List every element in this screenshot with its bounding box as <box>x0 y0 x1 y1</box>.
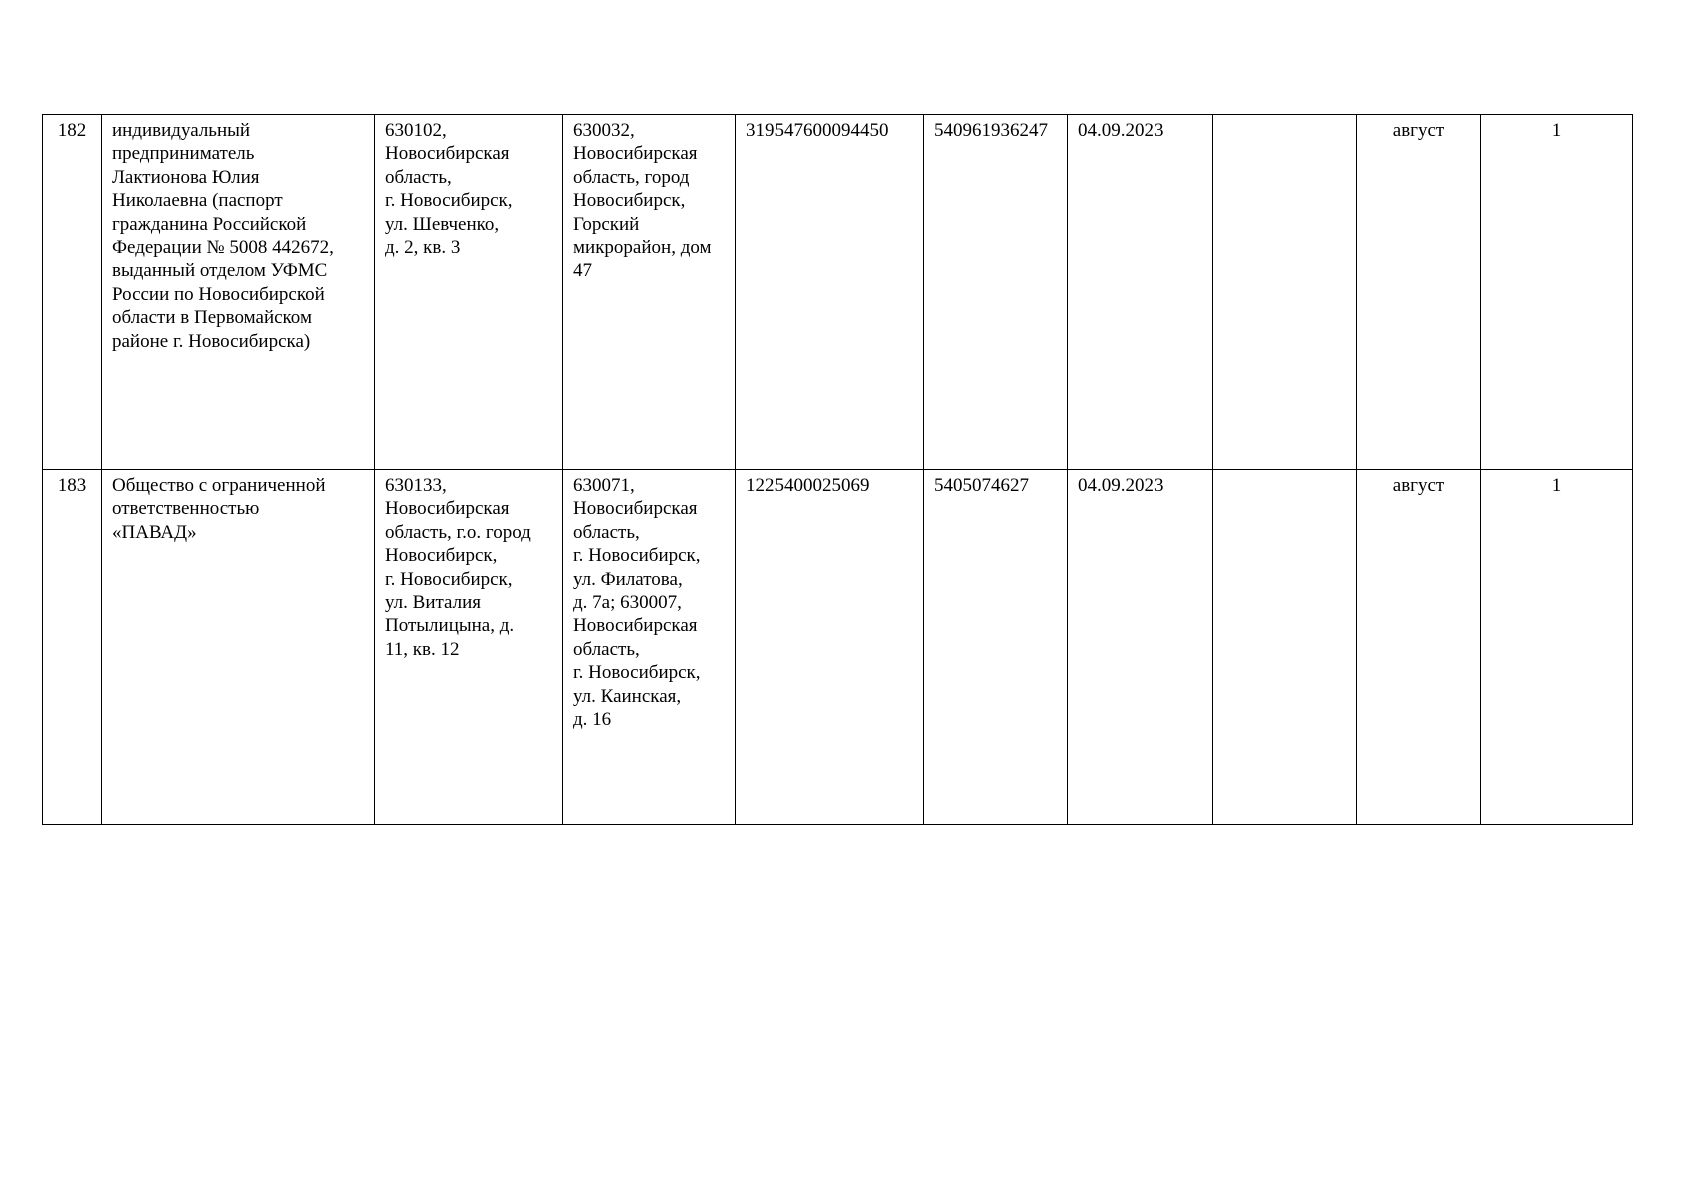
entity-name-cell: Общество с ограниченной ответственностью «ПАВАД» <box>102 470 375 825</box>
inn-cell: 540961936247 <box>924 115 1068 470</box>
count-cell: 1 <box>1481 470 1633 825</box>
table-row <box>43 115 1633 470</box>
legal-address-cell: 630133, Новосибирская область, г.о. город Новосибирск, г. Новосибирск, ул. Виталия Потылицына, д. 11, кв. 12 <box>375 470 563 825</box>
row-number-cell: 183 <box>43 470 102 825</box>
table-row <box>43 470 1633 825</box>
legal-address-cell: 630102, Новосибирская область, г. Новосибирск, ул. Шевченко, д. 2, кв. 3 <box>375 115 563 470</box>
inn-cell: 5405074627 <box>924 470 1068 825</box>
registry-table <box>42 114 1633 825</box>
date-cell: 04.09.2023 <box>1068 470 1213 825</box>
ogrn-cell: 319547600094450 <box>736 115 924 470</box>
activity-address-cell: 630032, Новосибирская область, город Новосибирск, Горский микрорайон, дом 47 <box>563 115 736 470</box>
activity-address-cell: 630071, Новосибирская область, г. Новосибирск, ул. Филатова, д. 7а; 630007, Новосибирская область, г. Новосибирск, ул. Каинская, д. 16 <box>563 470 736 825</box>
entity-name-cell: индивидуальный предприниматель Лактионова Юлия Николаевна (паспорт гражданина Российской Федерации № 5008 442672, выданный отделом УФМС России по Новосибирской области в Первомайском районе г. Новосибирска) <box>102 115 375 470</box>
empty-cell <box>1213 115 1357 470</box>
row-number-cell: 182 <box>43 115 102 470</box>
date-cell: 04.09.2023 <box>1068 115 1213 470</box>
ogrn-cell: 1225400025069 <box>736 470 924 825</box>
month-cell: август <box>1357 470 1481 825</box>
month-cell: август <box>1357 115 1481 470</box>
count-cell: 1 <box>1481 115 1633 470</box>
empty-cell <box>1213 470 1357 825</box>
